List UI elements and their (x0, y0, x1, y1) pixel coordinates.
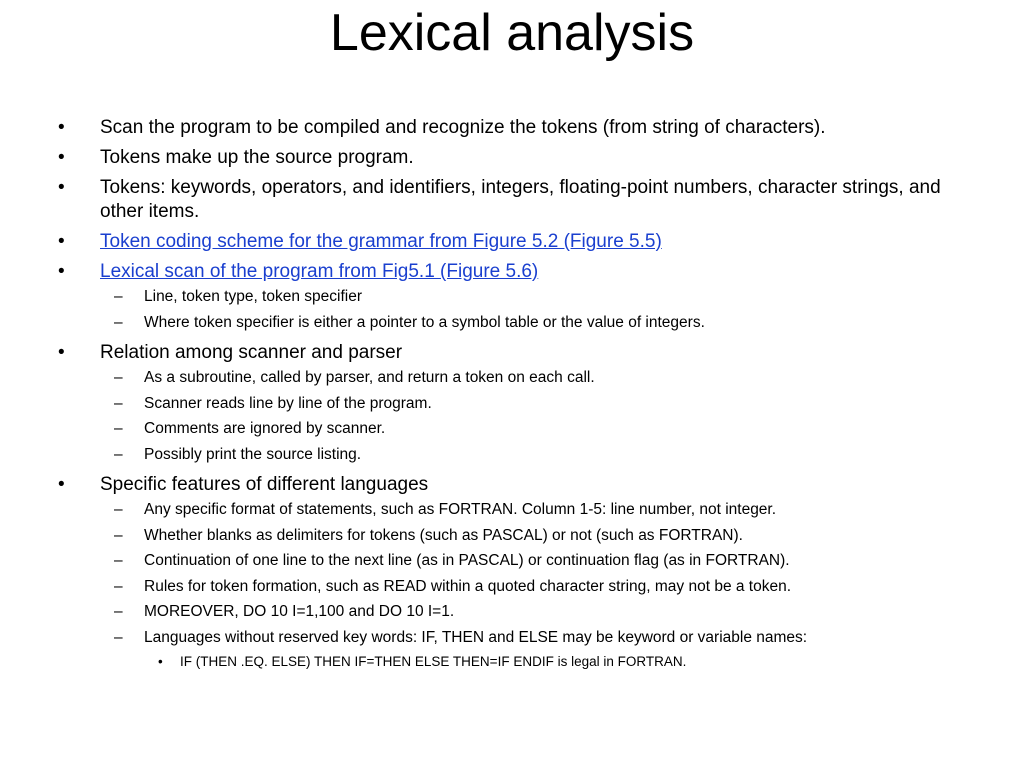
sub-item-text: Line, token type, token specifier (144, 288, 362, 305)
sub-item-text: Scanner reads line by line of the program. (144, 394, 432, 412)
dash-icon: – (114, 603, 123, 620)
bullet-list (58, 116, 988, 674)
sub-item-text: Where token specifier is either a pointer to a symbol table or the value of integers. (144, 313, 705, 331)
sub-item (114, 625, 988, 651)
sub-item (114, 599, 988, 625)
bullet-item (58, 146, 988, 170)
sub-item (114, 284, 988, 310)
bullet-item (58, 230, 988, 254)
figure-5-5-link[interactable]: Token coding scheme for the grammar from Figure 5.2 (Figure 5.5) (100, 231, 662, 252)
sub-item (114, 497, 988, 523)
bullet-item (58, 260, 988, 335)
sub-item (114, 548, 988, 574)
sub-item-text: As a subroutine, called by parser, and return a token on each call. (144, 369, 595, 386)
bullet-item (58, 341, 988, 467)
dash-icon: – (114, 369, 123, 386)
dash-icon: – (114, 394, 123, 412)
bullet-icon: • (58, 231, 65, 252)
bullet-text: Tokens: keywords, operators, and identifiers, integers, floating-point numbers, character strings, and other items. (100, 177, 941, 222)
sub-sub-item-text: IF (THEN .EQ. ELSE) THEN IF=THEN ELSE THEN=IF ENDIF is legal in FORTRAN. (180, 654, 687, 669)
sub-item-text: Comments are ignored by scanner. (144, 420, 386, 437)
bullet-icon: • (58, 261, 65, 282)
bullet-item (58, 473, 988, 674)
bullet-text: Specific features of different languages (100, 474, 429, 495)
bullet-icon: • (58, 474, 65, 495)
dash-icon: – (114, 420, 123, 437)
bullet-icon: • (58, 147, 65, 168)
dash-icon: – (114, 288, 123, 305)
figure-5-6-link[interactable]: Lexical scan of the program from Fig5.1 (Figure 5.6) (100, 261, 539, 282)
dash-icon: – (114, 313, 123, 331)
sub-sub-item (158, 650, 988, 674)
sub-item-text: Rules for token formation, such as READ within a quoted character string, may not be a token. (144, 577, 792, 595)
sub-item-text: Languages without reserved key words: IF, THEN and ELSE may be keyword or variable names: (144, 628, 808, 646)
sub-item (114, 365, 988, 391)
sub-list (100, 284, 988, 335)
dash-icon: – (114, 501, 123, 518)
sub-item-text: Continuation of one line to the next line (as in PASCAL) or continuation flag (as in FORTRAN). (144, 552, 790, 569)
bullet-text: Tokens make up the source program. (100, 147, 414, 168)
sub-list (100, 497, 988, 674)
dash-icon: – (114, 628, 123, 646)
sub-item (114, 523, 988, 549)
bullet-text: Scan the program to be compiled and recognize the tokens (from string of characters). (100, 117, 826, 138)
sub-item (114, 310, 988, 336)
sub-item (114, 442, 988, 468)
bullet-text: Relation among scanner and parser (100, 342, 403, 363)
dash-icon: – (114, 445, 123, 463)
sub-item-text: MOREOVER, DO 10 I=1,100 and DO 10 I=1. (144, 603, 455, 620)
slide-title: Lexical analysis (329, 4, 695, 62)
bullet-icon: • (58, 117, 65, 138)
sub-item-text: Any specific format of statements, such as FORTRAN. Column 1-5: line number, not integer. (144, 501, 777, 518)
bullet-item (58, 116, 988, 140)
sub-item-text: Possibly print the source listing. (144, 445, 362, 463)
sub-item (114, 574, 988, 600)
sub-list (100, 365, 988, 467)
bullet-icon: • (58, 342, 65, 363)
dash-icon: – (114, 577, 123, 595)
bullet-item (58, 176, 988, 224)
sub-item (114, 391, 988, 417)
dash-icon: – (114, 526, 123, 544)
bullet-icon: • (58, 177, 65, 198)
sub-item (114, 416, 988, 442)
sub-item-text: Whether blanks as delimiters for tokens (such as PASCAL) or not (such as FORTRAN). (144, 526, 743, 544)
dash-icon: – (114, 552, 123, 569)
bullet-icon: • (158, 654, 163, 669)
